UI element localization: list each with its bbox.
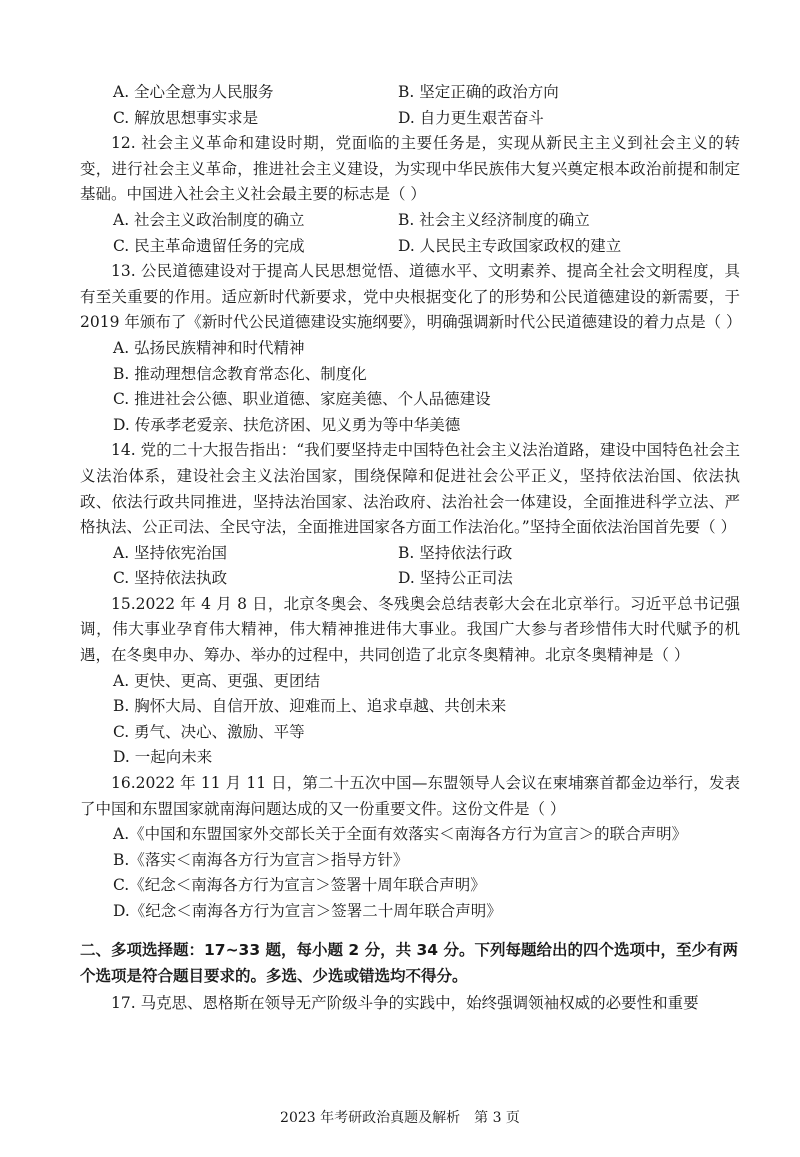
- q15-option-c: C. 勇气、决心、激励、平等: [113, 722, 305, 741]
- q13-option-c: C. 推进社会公德、职业道德、家庭美德、个人品德建设: [113, 390, 491, 409]
- q16-option-b: B.《落实＜南海各方行为宣言＞指导方针》: [113, 850, 409, 869]
- q11-options-row-2: [80, 106, 740, 132]
- q13-option-a: A. 弘扬民族精神和时代精神: [113, 338, 305, 357]
- q11-option-d: D. 自力更生艰苦奋斗: [398, 108, 544, 127]
- q15-stem: 15.2022 年 4 月 8 日，北京冬奥会、冬残奥会总结表彰大会在北京举行。习近平总书记强调，伟大事业孕育伟大精神，伟大精神推进伟大事业。我国广大参与者珍惜伟大时代赋予的机遇，在冬奥申办、筹办、举办的过程中，共同创造了北京冬奥精神。北京冬奥精神是（ ）: [80, 594, 740, 665]
- q14-options-row-1: [80, 541, 740, 567]
- q11-option-a: A. 全心全意为人民服务: [113, 83, 274, 101]
- q14-option-a: A. 坚持依宪治国: [113, 543, 228, 562]
- q12-option-a: A. 社会主义政治制度的确立: [113, 210, 305, 229]
- q15-option-d: D. 一起向未来: [113, 748, 213, 767]
- q14-options-row-2: [80, 566, 740, 592]
- q12-option-b: B. 社会主义经济制度的确立: [398, 210, 590, 229]
- q13-option-b: B. 推动理想信念教育常态化、制度化: [113, 364, 367, 383]
- q11-option-b: B. 坚定正确的政治方向: [398, 83, 559, 101]
- q13-stem: 13. 公民道德建设对于提高人民思想觉悟、道德水平、文明素养、提高全社会文明程度，具有至关重要的作用。适应新时代新要求，党中央根据变化了的形势和公民道德建设的新需要，于 2019 年颁布了《新时代公民道德建设实施纲要》，明确强调新时代公民道德建设的着力点是（ ）: [80, 262, 742, 332]
- q16-option-a: A.《中国和东盟国家外交部长关于全面有效落实＜南海各方行为宣言＞的联合声明》: [113, 825, 688, 844]
- q12-option-d: D. 人民民主专政国家政权的建立: [398, 236, 622, 255]
- section-heading-multiple-choice: 二、多项选择题：17~33 题，每小题 2 分，共 34 分。下列每题给出的四个选项中，至少有两个选项是符合题目要求的。多选、少选或错选均不得分。: [80, 940, 738, 985]
- q15-option-b: B. 胸怀大局、自信开放、迎难而上、追求卓越、共创未来: [113, 697, 507, 716]
- q14-option-b: B. 坚持依法行政: [398, 543, 513, 562]
- q11-options-row-1: [80, 80, 740, 106]
- q12-options-row-2: [80, 234, 740, 260]
- page-content: [80, 80, 740, 1016]
- q16-stem: 16.2022 年 11 月 11 日，第二十五次中国—东盟领导人会议在柬埔寨首都金边举行，发表了中国和东盟国家就南海问题达成的又一份重要文件。这份文件是（ ）: [80, 774, 740, 818]
- q12-stem: 12. 社会主义革命和建设时期，党面临的主要任务是，实现从新民主主义到社会主义的转变，进行社会主义革命，推进社会主义建设，为实现中华民族伟大复兴奠定根本政治前提和制定基础。中国进入社会主义社会最主要的标志是（ ）: [80, 134, 740, 204]
- q14-stem: 14. 党的二十大报告指出：“我们要坚持走中国特色社会主义法治道路，建设中国特色社会主义法治体系，建设社会主义法治国家，围绕保障和促进社会公平正义，坚持依法治国、依法执政、依法行政共同推进，坚持法治国家、法治政府、法治社会一体建设，全面推进科学立法、严格执法、公正司法、全民守法，全面推进国家各方面工作法治化。”坚持全面依法治国首先要（ ）: [80, 441, 740, 537]
- q14-option-d: D. 坚持公正司法: [398, 569, 513, 588]
- q11-option-c: C. 解放思想事实求是: [113, 108, 259, 127]
- q17-stem: 17. 马克思、恩格斯在领导无产阶级斗争的实践中，始终强调领袖权威的必要性和重要: [111, 993, 699, 1012]
- q13-option-d: D. 传承孝老爱亲、扶危济困、见义勇为等中华美德: [113, 415, 461, 434]
- q12-option-c: C. 民主革命遗留任务的完成: [113, 236, 305, 255]
- q16-option-c: C.《纪念＜南海各方行为宣言＞签署十周年联合声明》: [113, 876, 486, 895]
- q14-option-c: C. 坚持依法执政: [113, 569, 228, 588]
- q12-options-row-1: [80, 208, 740, 234]
- q15-option-a: A. 更快、更高、更强、更团结: [113, 671, 321, 690]
- page-footer: 2023 年考研政治真题及解析 第 3 页: [280, 1110, 520, 1126]
- q16-option-d: D.《纪念＜南海各方行为宣言＞签署二十周年联合声明》: [113, 902, 502, 920]
